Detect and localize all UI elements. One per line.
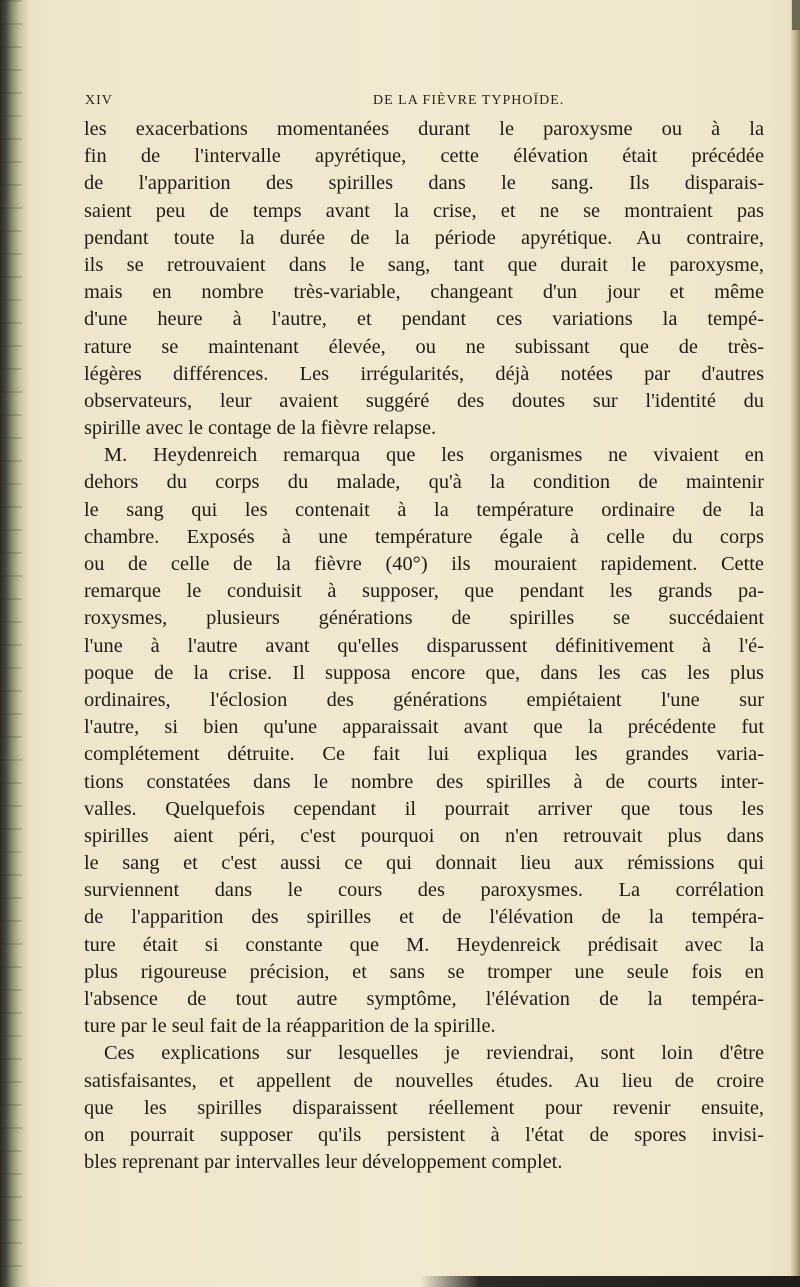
text-line: remarque le conduisit à supposer, que pendant les grands pa- <box>84 580 764 603</box>
text-line: fin de l'intervalle apyrétique, cette élévation était précédée <box>84 145 764 168</box>
page-folio: XIV <box>85 93 113 108</box>
page-corner-shadow <box>792 0 800 30</box>
text-line: complétement détruite. Ce fait lui expliqua les grandes varia- <box>84 743 764 766</box>
text-line: d'une heure à l'autre, et pendant ces variations la tempé- <box>84 308 764 331</box>
text-line: bles reprenant par intervalles leur développement complet. <box>84 1151 563 1174</box>
text-line: satisfaisantes, et appellent de nouvelles études. Au lieu de croire <box>84 1069 764 1092</box>
text-line: le sang et c'est aussi ce qui donnait lieu aux rémissions qui <box>84 852 764 875</box>
text-line: M. Heydenreich remarqua que les organismes ne vivaient en <box>104 444 764 467</box>
text-line: saient peu de temps avant la crise, et ne se montraient pas <box>84 199 764 222</box>
text-line: ou de celle de la fièvre (40°) ils mouraient rapidement. Cette <box>84 553 764 575</box>
text-line: pendant toute la durée de la période apyrétique. Au contraire, <box>84 226 764 249</box>
text-line: de l'apparition des spirilles dans le sang. Ils disparais- <box>84 172 764 195</box>
text-line: poque de la crise. Il supposa encore que, dans les cas les plus <box>84 661 764 684</box>
running-header <box>85 93 763 113</box>
text-line: Ces explications sur lesquelles je reviendrai, sont loin d'être <box>104 1042 764 1065</box>
binding-texture <box>4 0 22 1287</box>
body-text <box>84 116 764 1176</box>
text-line: le sang qui les contenait à la température ordinaire de la <box>84 498 764 521</box>
text-line: valles. Quelquefois cependant il pourrait arriver que tous les <box>84 797 764 820</box>
text-line: spirilles aient péri, c'est pourquoi on n'en retrouvait plus dans <box>84 824 764 847</box>
text-line: de l'apparition des spirilles et de l'élévation de la tempéra- <box>84 906 764 929</box>
text-line: surviennent dans le cours des paroxysmes. La corrélation <box>84 879 764 902</box>
text-line: ordinaires, l'éclosion des générations empiétaient l'une sur <box>84 688 764 711</box>
text-line: roxysmes, plusieurs générations de spirilles se succédaient <box>84 607 764 630</box>
text-line: dehors du corps du malade, qu'à la condition de maintenir <box>84 471 764 494</box>
running-title: DE LA FIÈVRE TYPHOÏDE. <box>373 93 565 108</box>
text-line: mais en nombre très-variable, changeant d'un jour et même <box>84 281 764 304</box>
text-line: tions constatées dans le nombre des spirilles à de courts inter- <box>84 770 764 793</box>
text-line: ture était si constante que M. Heydenreick prédisait avec la <box>84 933 764 956</box>
text-line: l'autre, si bien qu'une apparaissait avant que la précédente fut <box>84 716 764 739</box>
text-line: ils se retrouvaient dans le sang, tant que durait le paroxysme, <box>84 253 764 276</box>
text-line: observateurs, leur avaient suggéré des doutes sur l'identité du <box>84 389 764 412</box>
text-line: ture par le seul fait de la réapparition de la spirille. <box>84 1015 496 1038</box>
page-right-edge <box>790 0 800 1287</box>
text-line: chambre. Exposés à une température égale à celle du corps <box>84 525 764 548</box>
text-line: rature se maintenant élevée, ou ne subissant que de très- <box>84 335 764 358</box>
text-line: l'une à l'autre avant qu'elles disparussent définitivement à l'é- <box>84 634 764 657</box>
text-line: on pourrait supposer qu'ils persistent à l'état de spores invisi- <box>84 1123 764 1146</box>
bottom-edge-shadow <box>420 1276 800 1287</box>
text-line: plus rigoureuse précision, et sans se tromper une seule fois en <box>84 960 764 983</box>
text-line: les exacerbations momentanées durant le paroxysme ou à la <box>84 118 764 140</box>
text-line: l'absence de tout autre symptôme, l'élévation de la tempéra- <box>84 988 764 1010</box>
text-line: que les spirilles disparaissent réellement pour revenir ensuite, <box>84 1096 764 1119</box>
text-line: spirille avec le contage de la fièvre relapse. <box>84 417 437 440</box>
text-line: légères différences. Les irrégularités, déjà notées par d'autres <box>84 362 764 385</box>
